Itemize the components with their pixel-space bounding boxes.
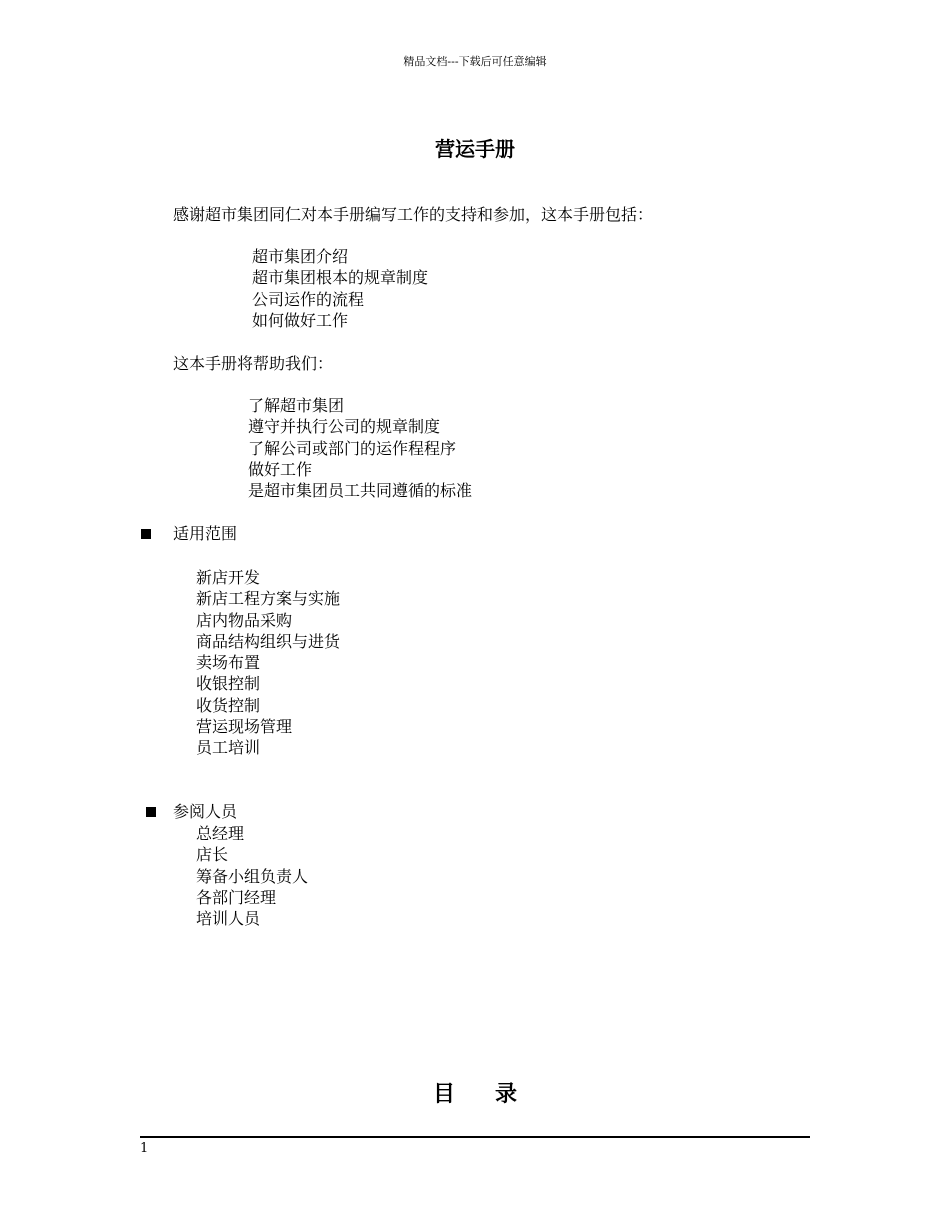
scope-item: 店内物品采购 — [196, 610, 293, 630]
page-title: 营运手册 — [435, 137, 515, 161]
includes-item: 超市集团根本的规章制度 — [252, 268, 429, 288]
intro-paragraph: 感谢超市集团同仁对本手册编写工作的支持和参加，这本手册包括： — [173, 205, 654, 224]
readers-item: 筹备小组负责人 — [196, 866, 309, 886]
scope-item: 收货控制 — [196, 695, 261, 715]
helps-item: 做好工作 — [248, 459, 313, 479]
helps-item: 了解公司或部门的运作程程序 — [248, 438, 457, 458]
page-number: 1 — [140, 1141, 149, 1156]
readers-heading: 参阅人员 — [173, 802, 238, 821]
header-note: 精品文档---下载后可任意编辑 — [403, 55, 547, 68]
helps-item: 是超市集团员工共同遵循的标准 — [248, 481, 473, 501]
scope-item: 员工培训 — [196, 738, 261, 758]
scope-item: 卖场布置 — [196, 653, 261, 673]
readers-item: 培训人员 — [196, 909, 261, 929]
helps-item: 遵守并执行公司的规章制度 — [248, 417, 441, 437]
readers-item: 店长 — [196, 845, 229, 865]
includes-item: 公司运作的流程 — [252, 289, 365, 309]
scope-item: 新店开发 — [196, 568, 261, 587]
includes-list — [252, 246, 428, 331]
readers-item: 各部门经理 — [196, 887, 277, 907]
scope-item: 收银控制 — [196, 674, 261, 694]
toc-title: 目录 — [432, 1081, 557, 1107]
readers-item: 总经理 — [196, 824, 245, 843]
helps-item: 了解超市集团 — [248, 396, 345, 415]
scope-item: 新店工程方案与实施 — [196, 589, 341, 609]
includes-item: 超市集团介绍 — [252, 247, 349, 266]
helps-intro: 这本手册将帮助我们： — [173, 354, 334, 373]
helps-list — [248, 395, 472, 501]
footer-divider — [140, 1136, 810, 1138]
scope-list — [196, 567, 340, 759]
square-bullet-icon — [146, 807, 156, 817]
scope-item: 商品结构组织与进货 — [196, 631, 341, 651]
scope-heading: 适用范围 — [173, 524, 238, 543]
square-bullet-icon — [141, 529, 151, 539]
includes-item: 如何做好工作 — [252, 310, 349, 330]
scope-item: 营运现场管理 — [196, 717, 293, 737]
readers-list — [196, 823, 308, 929]
